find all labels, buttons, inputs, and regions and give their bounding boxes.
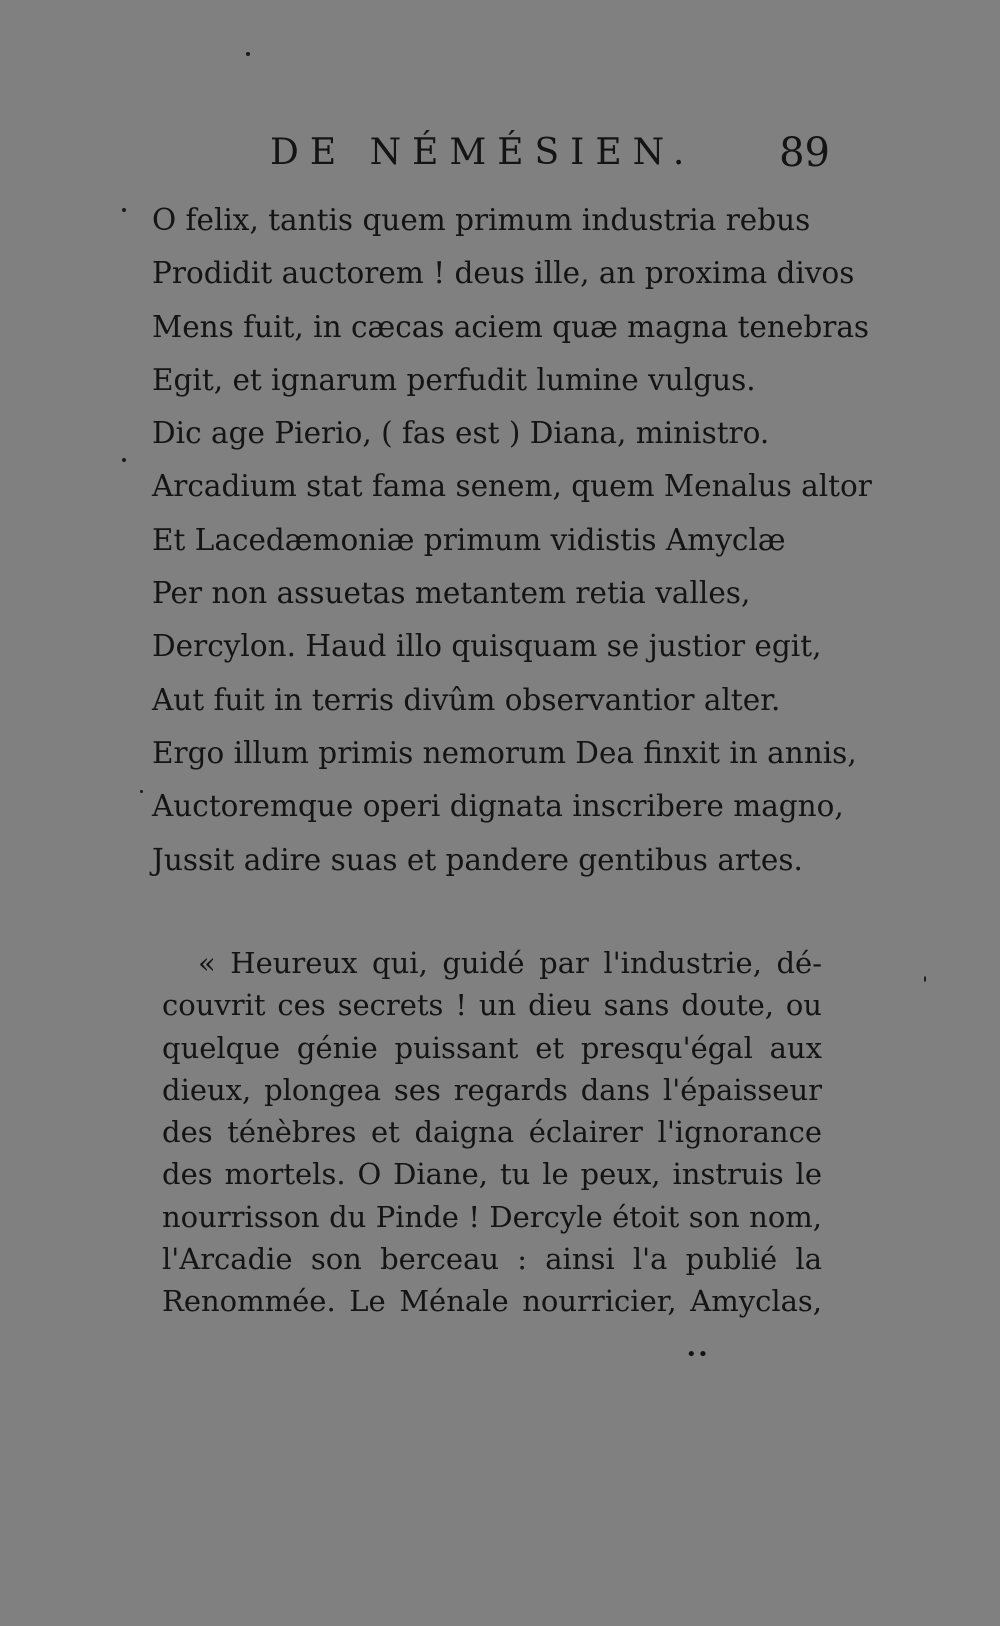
prose-line: des ténèbres et daigna éclairer l'ignorance	[162, 1115, 822, 1150]
verse-line: Arcadium stat fama senem, quem Menalus altor	[152, 469, 872, 504]
prose-line: dieux, plongea ses regards dans l'épaisseur	[162, 1072, 822, 1107]
ink-speck	[924, 976, 926, 982]
prose-line: couvrit ces secrets ! un dieu sans doute, ou	[162, 988, 822, 1023]
verse-line: Ergo illum primis nemorum Dea finxit in annis,	[152, 735, 857, 770]
prose-line: « Heureux qui, guidé par l'industrie, dé-	[198, 946, 822, 980]
ink-speck	[122, 458, 126, 462]
signature-mark: ••	[686, 1344, 710, 1365]
running-head: DE NÉMÉSIEN.	[270, 132, 696, 173]
verse-line: Prodidit auctorem ! deus ille, an proxima divos	[152, 256, 855, 291]
page-number: 89	[779, 130, 830, 176]
verse-line: Dic age Pierio, ( fas est ) Diana, ministro.	[152, 416, 770, 451]
verse-line: Egit, et ignarum perfudit lumine vulgus.	[152, 362, 756, 397]
verse-line: Dercylon. Haud illo quisquam se justior egit,	[152, 629, 822, 664]
verse-line: Mens fuit, in cæcas aciem quæ magna tenebras	[152, 309, 870, 344]
ink-speck	[140, 790, 143, 793]
ink-speck	[122, 208, 126, 212]
french-translation	[162, 942, 822, 1323]
prose-line: l'Arcadie son berceau : ainsi l'a publié la	[162, 1242, 822, 1277]
prose-line: nourrisson du Pinde ! Dercyle étoit son nom,	[162, 1199, 822, 1234]
verse-line: Per non assuetas metantem retia valles,	[152, 576, 751, 611]
prose-line: Renommée. Le Ménale nourricier, Amyclas,	[162, 1284, 822, 1319]
verse-line: Aut fuit in terris divûm observantior alter.	[152, 682, 781, 717]
prose-line: quelque génie puissant et presqu'égal aux	[162, 1030, 822, 1065]
ink-speck	[246, 52, 250, 56]
verse-line: O felix, tantis quem primum industria rebus	[152, 203, 811, 237]
verse-line: Auctoremque operi dignata inscribere magno,	[152, 789, 844, 824]
page-header	[270, 128, 830, 178]
prose-line: des mortels. O Diane, tu le peux, instruis le	[162, 1157, 822, 1192]
latin-verse	[152, 194, 912, 887]
verse-line: Jussit adire suas et pandere gentibus artes.	[152, 842, 803, 877]
verse-line: Et Lacedæmoniæ primum vidistis Amyclæ	[152, 522, 786, 557]
